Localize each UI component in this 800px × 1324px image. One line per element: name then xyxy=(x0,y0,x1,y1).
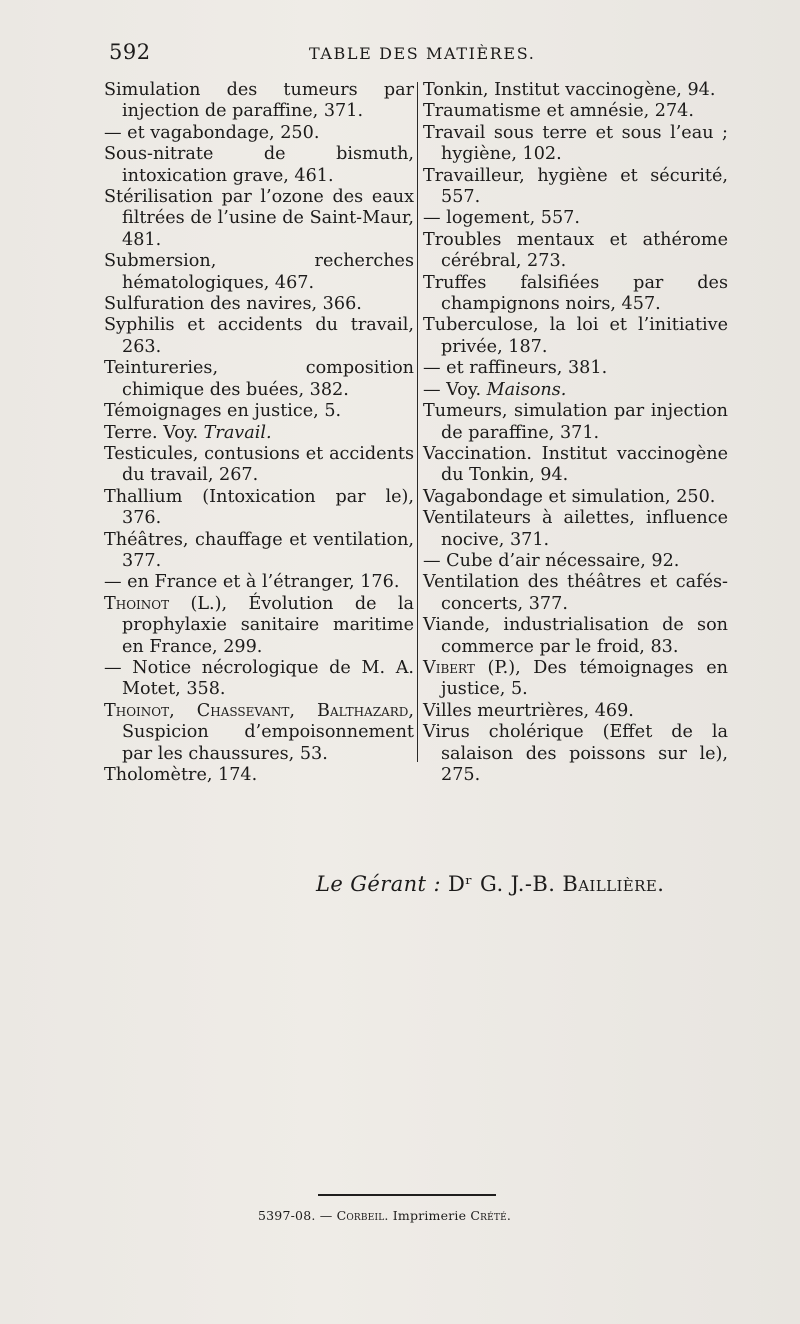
index-entry xyxy=(423,358,728,379)
index-entry xyxy=(104,358,414,401)
index-entry xyxy=(104,187,414,251)
entry-text: — et vagabondage, 250. xyxy=(104,122,320,143)
entry-text: — en France et à l’étranger, 176. xyxy=(104,572,400,593)
entry-text: Ventilateurs à ailettes, influence nocive, 371. xyxy=(423,508,728,550)
index-entry xyxy=(104,423,414,444)
entry-text: Vaccination. Institut vaccinogène du Tonkin, 94. xyxy=(423,443,728,486)
index-entry xyxy=(104,80,414,123)
entry-text: Syphilis et accidents du travail, 263. xyxy=(104,315,414,357)
entry-text: Stérilisation par l’ozone des eaux filtrées de l’usine de Saint-Maur, 481. xyxy=(104,187,414,250)
entry-text: — Cube d’air nécessaire, 92. xyxy=(423,550,680,571)
running-title: TABLE DES MATIÈRES. xyxy=(309,44,536,63)
index-entry xyxy=(104,123,414,144)
index-entry xyxy=(423,658,728,701)
imprint-text: Imprimerie xyxy=(392,1208,467,1223)
index-entry xyxy=(423,701,728,722)
index-entry xyxy=(423,380,728,401)
entry-text: Travail sous terre et sous l’eau ; hygiène, 102. xyxy=(423,122,728,165)
entry-text: Simulation des tumeurs par injection de paraffine, 371. xyxy=(104,80,414,122)
imprint-rule xyxy=(318,1194,496,1196)
index-entry xyxy=(423,273,728,316)
entry-text: Tuberculose, la loi et l’initiative privée, 187. xyxy=(423,315,728,357)
entry-text: Théâtres, chauffage et ventilation, 377. xyxy=(104,529,414,571)
entry-text: Testicules, contusions et accidents du travail, 267. xyxy=(104,443,414,486)
entry-text: Tumeurs, simulation par injection de paraffine, 371. xyxy=(423,401,728,443)
index-entry xyxy=(104,487,414,530)
index-entry xyxy=(104,144,414,187)
index-entry xyxy=(423,315,728,358)
index-entry xyxy=(423,166,728,209)
gerant-signature-line xyxy=(316,872,664,896)
column-divider xyxy=(417,82,418,762)
imprint-dash: — xyxy=(319,1208,333,1223)
entry-text: , Évolution de la prophylaxie sanitaire maritime en France, 299. xyxy=(122,593,414,657)
gerant-initials: G. J.-B. xyxy=(480,872,556,896)
entry-text: , Des témoignages en justice, 5. xyxy=(441,657,728,700)
index-entry xyxy=(104,294,414,315)
entry-text: Travailleur, hygiène et sécurité, 557. xyxy=(423,165,728,208)
index-entry xyxy=(423,123,728,166)
entry-text: Thallium (Intoxication par le), 376. xyxy=(104,486,414,529)
entry-text: Truffes falsifiées par des champignons noirs, 457. xyxy=(423,272,728,315)
index-entry xyxy=(423,444,728,487)
index-entry xyxy=(104,658,414,701)
entry-text: Teintureries, composition chimique des buées, 382. xyxy=(104,358,414,400)
entry-text: Virus cholérique (Effet de la salaison des poissons sur le), 275. xyxy=(423,722,728,785)
entry-author: Thoinot (L.) xyxy=(104,593,222,614)
entry-text: Ventilation des théâtres et cafés-concerts, 377. xyxy=(423,572,728,614)
index-entry xyxy=(423,101,728,122)
index-entry xyxy=(104,251,414,294)
index-column-right xyxy=(423,80,728,786)
index-entry xyxy=(104,444,414,487)
index-entry xyxy=(423,551,728,572)
entry-text: Viande, industrialisation de son commerce par le froid, 83. xyxy=(423,615,728,657)
gerant-title: Dʳ xyxy=(448,872,473,896)
index-entry xyxy=(104,572,414,593)
entry-text: Sous-nitrate de bismuth, intoxication grave, 461. xyxy=(104,144,414,186)
index-entry xyxy=(104,401,414,422)
index-entry xyxy=(104,765,414,786)
imprint-printer: Crété. xyxy=(470,1208,512,1223)
index-entry xyxy=(423,487,728,508)
index-entry xyxy=(104,530,414,573)
entry-text: Vagabondage et simulation, 250. xyxy=(423,486,716,507)
index-entry xyxy=(104,315,414,358)
page-number: 592 xyxy=(109,40,151,64)
entry-text: Traumatisme et amnésie, 274. xyxy=(423,101,694,122)
entry-author: Vibert (P.) xyxy=(423,657,516,678)
entry-text: Tholomètre, 174. xyxy=(104,765,258,785)
index-entry xyxy=(423,230,728,273)
index-entry xyxy=(104,594,414,658)
gerant-name: Baillière. xyxy=(562,872,665,896)
entry-author: Thoinot, Chassevant, Balthazard xyxy=(104,700,409,721)
entry-text: Villes meurtrières, 469. xyxy=(423,700,634,721)
index-entry xyxy=(104,701,414,765)
index-entry xyxy=(423,722,728,786)
entry-text: — Notice nécrologique de M. A. Motet, 358. xyxy=(104,657,414,700)
entry-cross-reference: Travail. xyxy=(203,422,272,443)
entry-text: Terre. Voy. xyxy=(104,422,204,443)
index-entry xyxy=(423,508,728,551)
entry-text: Troubles mentaux et athérome cérébral, 273. xyxy=(423,229,728,272)
entry-text: — et raffineurs, 381. xyxy=(423,358,608,379)
imprint-code: 5397-08. xyxy=(258,1208,316,1223)
index-column-left xyxy=(104,80,414,786)
entry-text: Sulfuration des navires, 366. xyxy=(104,294,362,315)
entry-text: — Voy. xyxy=(423,379,487,400)
gerant-label: Le Gérant : xyxy=(316,872,441,896)
printer-imprint xyxy=(258,1208,511,1223)
imprint-city: Corbeil. xyxy=(336,1208,389,1223)
index-entry xyxy=(423,80,728,101)
entry-text: , Suspicion d’empoisonnement par les chaussures, 53. xyxy=(122,700,414,764)
entry-text: Témoignages en justice, 5. xyxy=(104,401,342,422)
index-entry xyxy=(423,401,728,444)
entry-text: Submersion, recherches hématologiques, 467. xyxy=(104,251,414,293)
index-entry xyxy=(423,572,728,615)
index-entry xyxy=(423,208,728,229)
index-entry xyxy=(423,615,728,658)
entry-cross-reference: Maisons. xyxy=(486,379,567,400)
entry-text: — logement, 557. xyxy=(423,208,580,229)
entry-text: Tonkin, Institut vaccinogène, 94. xyxy=(423,80,716,100)
